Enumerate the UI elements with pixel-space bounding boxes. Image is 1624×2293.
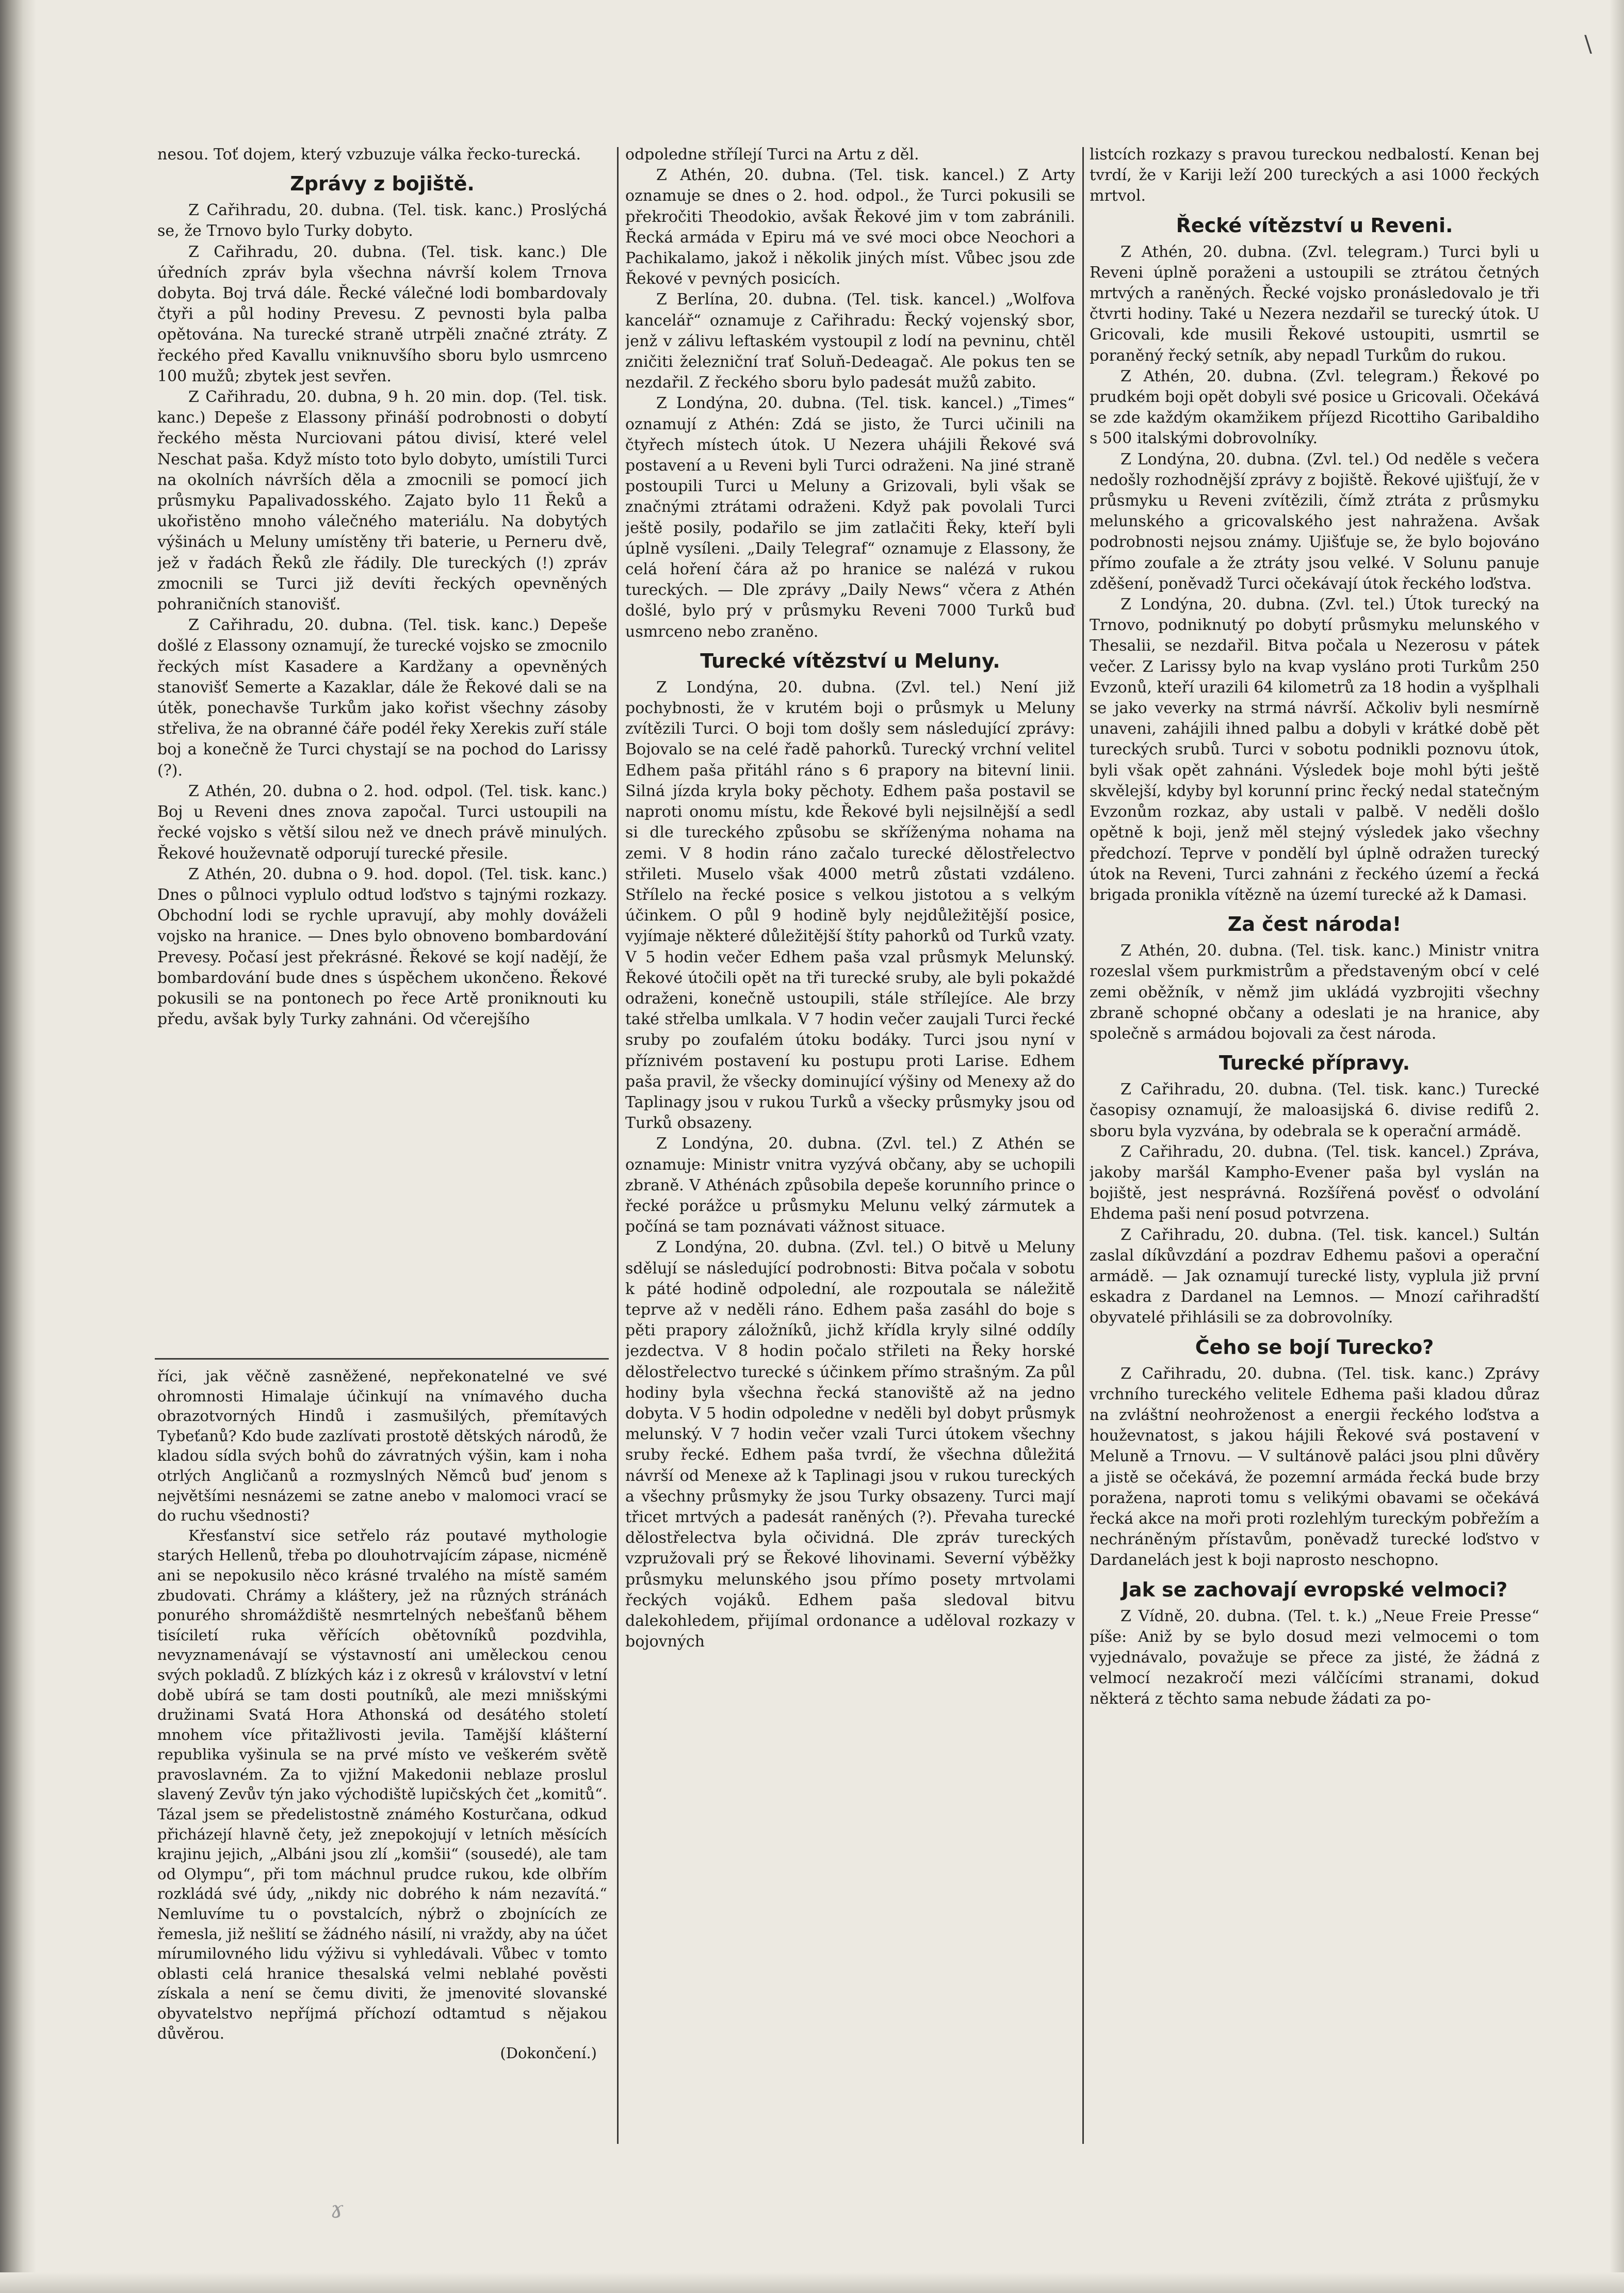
- news-item: odpoledne střílejí Turci na Artu z děl.: [625, 146, 919, 164]
- page-edge-left: [0, 0, 36, 2293]
- news-item: Z Athén, 20. dubna. (Tel. tisk. kancel.) Z Arty oznamuje se dnes o 2. hod. odpol., že Turci pokusili se překročiti Theodokio, avšak Řekové jim v tom zabránili. Řecká armáda v Epiru má ve své moci obce Neochori a Pachikalamo, jakož i několik jiných míst. Vůbec jsou zde Řekové v pevných posicích.: [625, 166, 1075, 288]
- news-item: Z Cařihradu, 20. dubna, 9 h. 20 min. dop. (Tel. tisk. kanc.) Depeše z Elassony přináší podrobnosti o dobytí řeckého města Nurciovani pátou divisí, které velel Neschat paša. Když místo toto bylo dobyto, umístili Turci na okolních návrších děla a zmocnili se pomocí jich průsmyku Papalivadosského. Zajato bylo 11 Řeků a ukořistěno mnoho válečného materiálu. Na dobytých výšinách u Meluny umístěny tři baterie, u Perneru dvě, jež v řadách Řeků zle řádily. Dle tureckých (!) zpráv zmocnili se Turci již devíti řeckých opevněných pohraničních stanovišť.: [157, 388, 607, 614]
- news-item: Z Athén, 20. dubna o 9. hod. dopol. (Tel. tisk. kanc.) Dnes o půlnoci vyplulo odtud loďstvo s tajnými rozkazy. Obchodní lodi se rychle upravují, aby mohly dováželi vojsko na hranice. — Dnes bylo obnoveno bombardování Prevesy. Počasí jest překrásné. Řekové se kojí nadějí, že bombardování bude dnes s úspěchem ukončeno. Řekové pokusili se na pontonech po řece Artě proniknouti ku předu, avšak byly Turky zahnáni. Od včerejšího: [157, 865, 607, 1029]
- news-item: Z Cařihradu, 20. dubna. (Tel. tisk. kancel.) Zpráva, jakoby maršál Kampho-Evener paša byl vyslán na bojiště, jest nesprávná. Rozšířená pověsť o odvolání Ehdema paši není posud potvrzena.: [1090, 1142, 1539, 1223]
- article-lead: nesou. Toť dojem, který vzbuzuje válka řecko-turecká.: [157, 146, 581, 164]
- column-rule-left: [617, 147, 619, 2144]
- section-heading-reveni: Řecké vítězství u Reveni.: [1176, 214, 1453, 237]
- section-heading-meluna: Turecké vítězství u Meluny.: [700, 649, 1000, 672]
- news-item: Z Londýna, 20. dubna. (Zvl. tel.) Útok turecký na Trnovo, podniknutý po dobytí průsmyku melunského v Thesalii, se nezdařil. Bitva počala u Nezerosu v pátek večer. Z Larissy bylo na kvap vysláno proti Turkům 250 Evzonů, kteří urazili 64 kilometrů za 18 hodin a vyšplhali se jako veverky na strmá návrší. Ačkoliv byli nesmírně unaveni, zahájili ihned palbu a dobyli v krátké době pět tureckých srubů. Turci v sobotu podnikli poznovu útok, byli však opět zahnáni. Výsledek boje mohl býti ještě skvělejší, kdyby byl korunní princ řecký nedal statečným Evzonům rozkaz, aby ustali v palbě. V neděli došlo opětně k boji, jenž měl stejný výsledek jako všechny předchozí. Teprve v pondělí byl úplně odražen turecký útok na Reveni, Turci zahnáni z řeckého území a řecká brigada pronikla vítězně na území turecké až k Damasi.: [1090, 595, 1539, 904]
- news-item: Z Cařihradu, 20. dubna. (Tel. tisk. kanc.) Proslýchá se, že Trnovo bylo Turky dobyto.: [157, 201, 607, 240]
- section-heading-honor: Za čest národa!: [1227, 913, 1402, 936]
- column-1-news: [157, 144, 607, 1354]
- section-heading-preparations: Turecké přípravy.: [1219, 1052, 1410, 1075]
- news-item: Z Londýna, 20. dubna. (Zvl. tel.) Z Athén se oznamuje: Ministr vnitra vyzývá občany, aby se uchopili zbraně. V Athénách způsobila depeše korunního prince o řecké porážce u průsmyku Melunu velký zármutek a počíná se tam poznávati vážnost situace.: [625, 1135, 1075, 1236]
- news-item: Z Cařihradu, 20. dubna. (Tel. tisk. kancel.) Sultán zaslal díkůvzdání a pozdrav Edhemu pašovi a operační armádě. — Jak oznamují turecké listy, vyplula již první eskadra z Dardanel na Lemnos. — Mnozí cařihradští obyvatelé přihlásili se za dobrovolníky.: [1090, 1225, 1539, 1327]
- feuilleton-paragraph: říci, jak věčně zasněžené, nepřekonatelné ve své ohromnosti Himalaje účinkují na vnímavého ducha obrazotvorných Hindů i zasmušilých, přemítavých Tybeťanů? Kdo bude zazlívati prostotě dětských národů, že kladou sídla svých bohů do závratných výšin, kam i noha otrlých Angličanů a rozmyslných Němců buď jenom s největšími nesnázemi se zatne anebo v malomoci vrací se do ruchu všednosti?: [157, 1367, 607, 1525]
- news-item: Z Athén, 20. dubna. (Zvl. telegram.) Řekové po prudkém boji opět dobyli své posice u Gricovali. Očekává se zde každým okamžikem příjezd Ricottiho Garibaldiho s 500 italskými dobrovolníky.: [1090, 367, 1539, 448]
- news-item: Z Londýna, 20. dubna. (Zvl. tel.) Od neděle s večera nedošly rozhodnější zprávy z bojiště. Řekové ujišťují, že v průsmyku u Reveni zvítězili, čímž ztráta z průsmyku melunského a gricovalského jest nahražena. Avšak podrobnosti nejsou známy. Ujišťuje se, že bylo bojováno přímo zoufale a že ztráty jsou velké. V Solunu panuje zděšení, poněvadž Turci očekávají útok řeckého loďstva.: [1090, 450, 1539, 593]
- section-heading-battlefield: Zprávy z bojiště.: [290, 172, 475, 196]
- feuilleton-rule: [155, 1358, 609, 1360]
- page-edge-bottom: [0, 2272, 1624, 2293]
- news-item: Z Cařihradu, 20. dubna. (Tel. tisk. kanc.) Zprávy vrchního tureckého velitele Edhema paši kladou důraz na zvláštní neohroženost a energii řeckého loďstva a houževnatost, s jakou hájili Řekové svá postavení v Meluně a Trnovu. — V sultánově paláci jsou plni důvěry a jistě se očekává, že pozemní armáda řecká bude brzy poražena, naproti tomu s velikými obavami se očekává řecká akce na moři proti rozlehlým tureckým pobřežím a nechráněným přístavům, poněvadž turecké loďstvo v Dardanelách jest k boji naprosto neschopno.: [1090, 1364, 1539, 1570]
- corner-mark: \: [1584, 31, 1592, 57]
- news-item: Z Londýna, 20. dubna. (Tel. tisk. kancel.) „Times“ oznamují z Athén: Zdá se jisto, že Turci učinili na čtyřech místech útok. U Nezera uhájili Řekové svá postavení a u Reveni byli Turci odraženi. Na jiné straně postoupili Turci u Meluny a Grizovali, byli však se značnými ztrátami odraženi. Když pak povolali Turci ještě posily, podařilo se jim zatlačiti Řeky, kteří byli úplně vysíleni. „Daily Telegraf“ oznamuje z Elassony, že celá hoření čára až po hranice se nalézá v rukou tureckých. — Dle zprávy „Daily News“ včera z Athén došlé, bylo prý v průsmyku Reveni 7000 Turků buď usmrceno nebo zraněno.: [625, 394, 1075, 641]
- page-edge-right: [1610, 0, 1624, 2293]
- continued-note: (Dokončení.): [500, 2044, 597, 2062]
- news-item: Z Cařihradu, 20. dubna. (Tel. tisk. kanc.) Depeše došlé z Elassony oznamují, že turecké vojsko se zmocnilo řeckých míst Kasadere a Kardžany a opevněných stanovišť Semerte a Kazaklar, dále že Řekové dali se na útěk, ponechavše Turkům jako kořist všechny zásoby střeliva, že na obranné čáře podél řeky Xerekis zuří stále boj a konečně že Turci chystají se na pochod do Larissy (?).: [157, 616, 607, 780]
- news-item: Z Berlína, 20. dubna. (Tel. tisk. kancel.) „Wolfova kancelář“ oznamuje z Cařihradu: Řecký vojenský sbor, jenž v zálivu leftaském vystoupil z lodí na pevninu, chtěl zničiti železniční trať Soluň-Dedeagač. Ale pokus ten se nezdařil. Z řeckého sboru bylo padesát mužů zabito.: [625, 290, 1075, 392]
- news-item: Z Athén, 20. dubna. (Tel. tisk. kanc.) Ministr vnitra rozeslal všem purkmistrům a představeným obcí v celé zemi oběžník, v němž jim ukládá vyzbrojiti všechny zbraně schopné občany a odeslati je na hranice, aby společně s armádou bojovali za čest národa.: [1090, 942, 1539, 1043]
- news-item: Z Londýna, 20. dubna. (Zvl. tel.) Není již pochybnosti, že v krutém boji o průsmyk u Meluny zvítězili Turci. O boji tom došly sem následující zprávy: Bojovalo se na celé řadě pahorků. Turecký vrchní velitel Edhem paša přitáhl ráno s 6 prapory na bitevní linii. Silná jízda kryla boky pěchoty. Edhem paša postavil se naproti onomu místu, kde Řekové byli nejsilnější a sedl si dle tureckého způsobu se skříženýma nohama na zemi. V 8 hodin ráno začalo turecké dělostřelectvo střileti. Muselo však 4000 metrů zůstati vzdáleno. Střílelo na řecké posice s velkou jistotou a s velkým účinkem. O půl 9 hodině byly nejdůležitější posice, vyjímaje některé důležitější štíty pahorků od Turků vzaty. V 5 hodin večer Edhem paša vzal průsmyk Melunský. Řekové útočili opět na tři turecké sruby, ale byli pokaždé odraženi, konečně ustoupili, stále střílejíce. Ale brzy také střelba umlkala. V 7 hodin večer zaujali Turci řecké sruby po zoufalém útoku bodáky. Turci jsou nyní v příznivém postavení ku postupu proti Larise. Edhem paša pravil, že všecky dominující výšiny od Menexy až do Taplinagy jsou v rukou Turků a všecky průsmyky jsou od Turků obsazeny.: [625, 678, 1075, 1133]
- margin-scribble: ɤ: [330, 2195, 344, 2223]
- column-1-feuilleton: [157, 1366, 607, 2133]
- column-3-news: [1090, 144, 1539, 2146]
- column-rule-right: [1082, 147, 1084, 2144]
- news-item: Z Athén, 20. dubna. (Zvl. telegram.) Turci byli u Reveni úplně poraženi a ustoupili se ztrátou četných mrtvých a raněných. Řecké vojsko pronásledovalo je tři čtvrti hodiny. Také u Nezera nezdařil se turecký útok. U Gricovali, kde musili Řekové ustoupiti, usmrtil se poraněný řecký setník, aby nepadl Turkům do rukou.: [1090, 243, 1539, 365]
- news-item: Z Cařihradu, 20. dubna. (Tel. tisk. kanc.) Dle úředních zpráv byla všechna návrší kolem Trnova dobyta. Boj trvá dále. Řecké válečné lodi bombardovaly čtyři a půl hodiny Prevesu. Z pevnosti byla palba opětována. Na turecké straně utrpěli značné ztráty. Z řeckého před Kavallu vniknuvšího sboru bylo usmrceno 100 mužů; zbytek jest sevřen.: [157, 243, 607, 385]
- feuilleton-paragraph: Křesťanství sice setřelo ráz poutavé mythologie starých Hellenů, třeba po dlouhotrvajícím zápase, nicméně ani se nepokusilo něco krásné trvalého na místě samém zbudovati. Chrámy a kláštery, jež na různých stránách ponurého shromáždiště nesmrtelných nebešťanů během tisíciletí ruka věřících obětovníků pozdvihla, nevyznamenávají se výstavností ani uměleckou cenou svých pokladů. Z blízkých káz i z okresů v království v letní době ubírá se tam dosti poutníků, ale mezi mnišskými družinami Svatá Hora Athonská od desátého století mnohem více přitažlivosti jevila. Tamější klášterní republika vyšinula se na prvé místo ve veškerém světě pravoslavném. Za to vjižní Makedonii neblaze proslul slavený Zevův týn jako východiště lupičských čet „komitů“. Tázal jsem se předelistostně známého Kosturčana, odkud přicházejí hlavně čety, jež znepokojují v letních měsících krajinu jejich, „Albáni jsou zlí „komšii“ (sousedé), ale tam od Olympu“, při tom máchnul prudce rukou, kde olbřím rozkládá své údy, „nikdy nic dobrého k nám nezavítá.“ Nemluvíme tu o povstalcích, nýbrž o zbojnících ze řemesla, již nešlití se žádného násilí, ni vraždy, aby na účet mírumilovného lidu výživu si vyhledávali. Vůbec v tomto oblasti celá hranice thesalská velmi neblahé pověsti získala a není se čemu diviti, že jmenovité slovanské obyvatelstvo nepříjmá příchozí odtamtud s nějakou důvěrou.: [157, 1526, 607, 2042]
- news-item: Z Athén, 20. dubna o 2. hod. odpol. (Tel. tisk. kanc.) Boj u Reveni dnes znova započal. Turci ustoupili na řecké vojsko s větší silou než ve dnech právě minulých. Řekové houževnatě odporují turecké přesile.: [157, 782, 607, 863]
- news-item: listcích rozkazy s pravou tureckou nedbalostí. Kenan bej tvrdí, že v Kariji leží 200 tureckých a asi 1000 řeckých mrtvol.: [1090, 146, 1539, 205]
- section-heading-powers: Jak se zachovají evropské velmoci?: [1121, 1578, 1508, 1601]
- news-item: Z Londýna, 20. dubna. (Zvl. tel.) O bitvě u Meluny sdělují se následující podrobnosti: Bitva počala v sobotu k páté hodině odpolední, ale rozpoutala se náležitě teprve až v neděli ráno. Edhem paša zasáhl do boje s pěti prapory záložníků, jichž křídla kryly silné oddíly jezdectva. V 8 hodin počalo střileti na Řeky horské dělostřelectvo turecké s účinkem přímo strašným. Za půl hodiny byla všechna řecká stanoviště až na jedno dobyta. V 5 hodin odpoledne v neděli byl dobyt průsmyk melunský. V 7 hodin večer vzali Turci útokem všechny sruby řecké. Edhem paša tvrdí, že všechna důležitá návrší od Menexe až k Taplinagi jsou v rukou tureckých a všechny průsmyky že jsou Turky obsazeny. Turci mají třicet mrtvých a padesát raněných (?). Převaha turecké dělostřelectva byla očividná. Dle zpráv tureckých vzpružovali prý se Řekové lihovinami. Severní výběžky průsmyku melunského jsou přímo posety mrtvolami řeckých vojáků. Edhem paša sledoval bitvu dalekohledem, přijímal ordonance a uděloval rozkazy v bojovných: [625, 1238, 1075, 1651]
- section-heading-fear: Čeho se bojí Turecko?: [1195, 1335, 1434, 1359]
- news-item: Z Vídně, 20. dubna. (Tel. t. k.) „Neue Freie Presse“ píše: Aniž by se bylo dosud mezi velmocemi o tom vyjednávalo, považuje se přece za jisté, že žádná z velmocí nezakročí mezi válčícími stranami, dokud některá z těchto sama nebude žádati za po-: [1090, 1607, 1539, 1708]
- news-item: Z Cařihradu, 20. dubna. (Tel. tisk. kanc.) Turecké časopisy oznamují, že maloasijská 6. divise redifů 2. sboru byla vyzvána, by odebrala se k operační armádě.: [1090, 1080, 1539, 1140]
- column-2-news: [625, 144, 1075, 2146]
